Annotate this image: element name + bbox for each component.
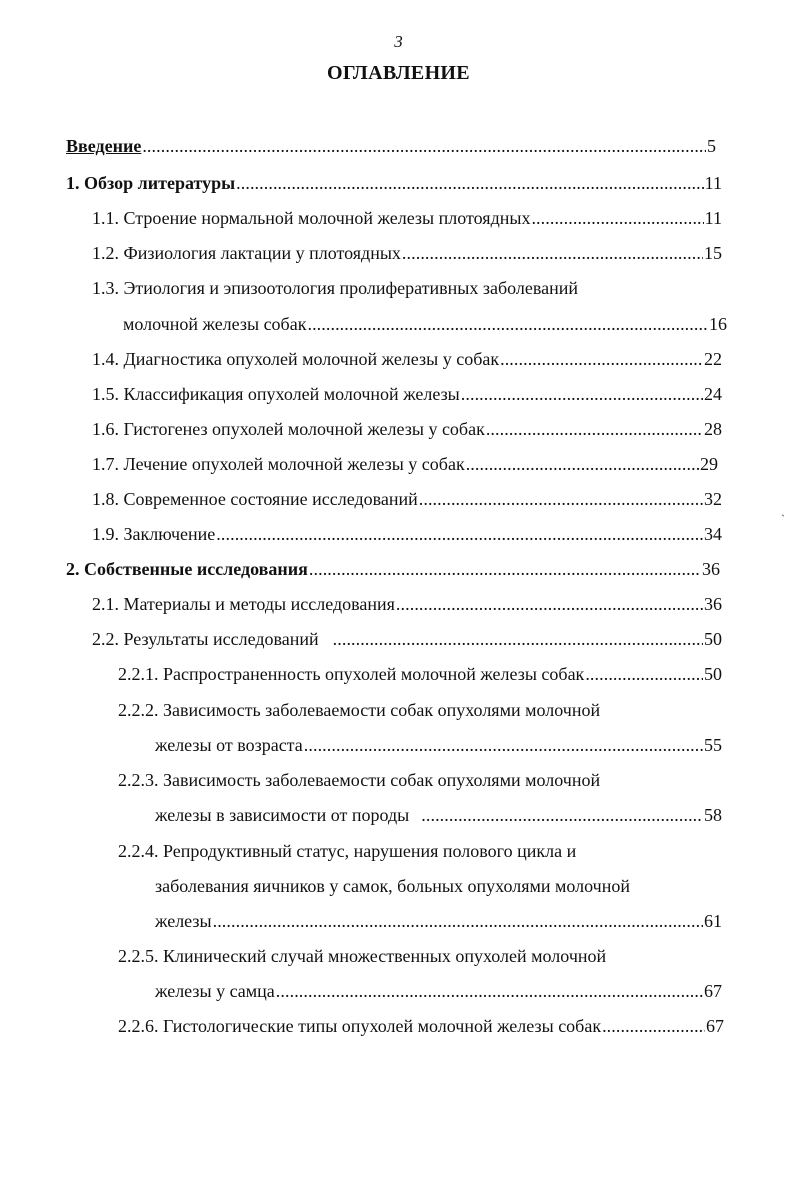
toc-entry-2-2-5[interactable] [155, 978, 722, 1004]
toc-label: 2. Собственные исследования [66, 559, 308, 579]
leader-dots [421, 802, 703, 828]
toc-page: 67 [704, 981, 722, 1001]
toc-label: 1.9. Заключение [92, 524, 216, 544]
toc-label: 2.2. Результаты исследований [92, 629, 319, 649]
toc-entry-1-8[interactable] [92, 486, 722, 512]
toc-page: 36 [702, 559, 720, 579]
leader-dots [309, 556, 701, 582]
toc-label: 1. Обзор литературы [66, 173, 236, 193]
toc-entry-1-1[interactable] [92, 205, 722, 231]
leader-dots [213, 908, 703, 934]
toc-entry-1-5[interactable] [92, 381, 722, 407]
leader-dots [461, 381, 703, 407]
toc-page: 67 [706, 1016, 724, 1036]
leader-dots [486, 416, 703, 442]
toc-label: 1.2. Физиология лактации у плотоядных [92, 243, 401, 263]
toc-entry-2-1[interactable] [92, 591, 722, 617]
toc-label: железы [155, 911, 212, 931]
toc-entry-2-2-4-line2[interactable]: заболевания яичников у самок, больных опухолями молочной [155, 876, 631, 896]
toc-label: 2.1. Материалы и методы исследования [92, 594, 395, 614]
leader-dots [307, 311, 708, 337]
toc-page: 28 [704, 419, 722, 439]
toc-entry-chapter-2[interactable] [66, 556, 720, 582]
leader-dots [304, 732, 703, 758]
leader-dots [466, 451, 699, 477]
toc-label: 1.6. Гистогенез опухолей молочной железы у собак [92, 419, 485, 439]
toc-label: 2.2.1. Распространенность опухолей молочной железы собак [118, 664, 585, 684]
toc-entry-2-2-2-line1[interactable]: 2.2.2. Зависимость заболеваемости собак опухолями молочной [118, 700, 601, 720]
toc-label: Введение [66, 136, 142, 156]
toc-label: железы у самца [155, 981, 275, 1001]
leader-dots [276, 978, 703, 1004]
leader-dots [419, 486, 703, 512]
toc-page: 58 [704, 805, 722, 825]
toc-page: 11 [704, 208, 722, 228]
toc-entry-intro[interactable] [66, 133, 716, 159]
toc-entry-2-2-1[interactable] [118, 661, 722, 687]
toc-page: 34 [704, 524, 722, 544]
toc-label: 1.1. Строение нормальной молочной железы плотоядных [92, 208, 531, 228]
leader-dots [236, 170, 704, 196]
scan-speck: ˏ [781, 503, 785, 517]
toc-page: 55 [704, 735, 722, 755]
toc-entry-2-2-6[interactable] [118, 1013, 724, 1039]
toc-label: железы в зависимости от породы [155, 805, 410, 825]
toc-label: 1.7. Лечение опухолей молочной железы у собак [92, 454, 465, 474]
toc-entry-2-2[interactable] [92, 626, 722, 652]
toc-page: 50 [704, 664, 722, 684]
page-title: ОГЛАВЛЕНИЕ [327, 62, 470, 84]
leader-dots [402, 240, 703, 266]
toc-entry-2-2-3-line1[interactable]: 2.2.3. Зависимость заболеваемости собак опухолями молочной [118, 770, 601, 790]
toc-entry-2-2-3[interactable] [155, 802, 722, 828]
toc-entry-2-2-5-line1[interactable]: 2.2.5. Клинический случай множественных опухолей молочной [118, 946, 607, 966]
page-number: 3 [394, 32, 403, 51]
leader-dots [396, 591, 703, 617]
toc-entry-2-2-4-line1[interactable]: 2.2.4. Репродуктивный статус, нарушения полового цикла и [118, 841, 577, 861]
toc-entry-1-4[interactable] [92, 346, 722, 372]
leader-dots [333, 626, 703, 652]
toc-entry-2-2-4[interactable] [155, 908, 722, 934]
leader-dots [585, 661, 703, 687]
toc-label: железы от возраста [155, 735, 303, 755]
leader-dots [531, 205, 703, 231]
toc-page: 32 [704, 489, 722, 509]
toc-entry-1-9[interactable] [92, 521, 722, 547]
toc-page: 24 [704, 384, 722, 404]
toc-page: 5 [707, 136, 716, 156]
toc-entry-1-2[interactable] [92, 240, 722, 266]
toc-page: 61 [704, 911, 722, 931]
toc-entry-1-3-line1[interactable]: 1.3. Этиология и эпизоотология пролиферативных заболеваний [92, 278, 579, 298]
toc-page: 36 [704, 594, 722, 614]
toc-label: 1.8. Современное состояние исследований [92, 489, 418, 509]
toc-label: молочной железы собак [123, 314, 307, 334]
toc-entry-1-6[interactable] [92, 416, 722, 442]
leader-dots [142, 133, 706, 159]
toc-entry-1-7[interactable] [92, 451, 718, 477]
toc-label: 1.5. Классификация опухолей молочной железы [92, 384, 460, 404]
leader-dots [216, 521, 703, 547]
toc-label: 2.2.6. Гистологические типы опухолей молочной железы собак [118, 1016, 602, 1036]
toc-entry-1-3[interactable] [123, 311, 727, 337]
leader-dots [500, 346, 703, 372]
toc-page: 16 [709, 314, 727, 334]
toc-page: 29 [700, 454, 718, 474]
toc-entry-chapter-1[interactable] [66, 170, 722, 196]
toc-page: 50 [704, 629, 722, 649]
toc-page: 11 [704, 173, 722, 193]
toc-entry-2-2-2[interactable] [155, 732, 722, 758]
toc-page: 22 [704, 349, 722, 369]
leader-dots [602, 1013, 705, 1039]
toc-label: 1.4. Диагностика опухолей молочной железы у собак [92, 349, 500, 369]
toc-page: 15 [704, 243, 722, 263]
